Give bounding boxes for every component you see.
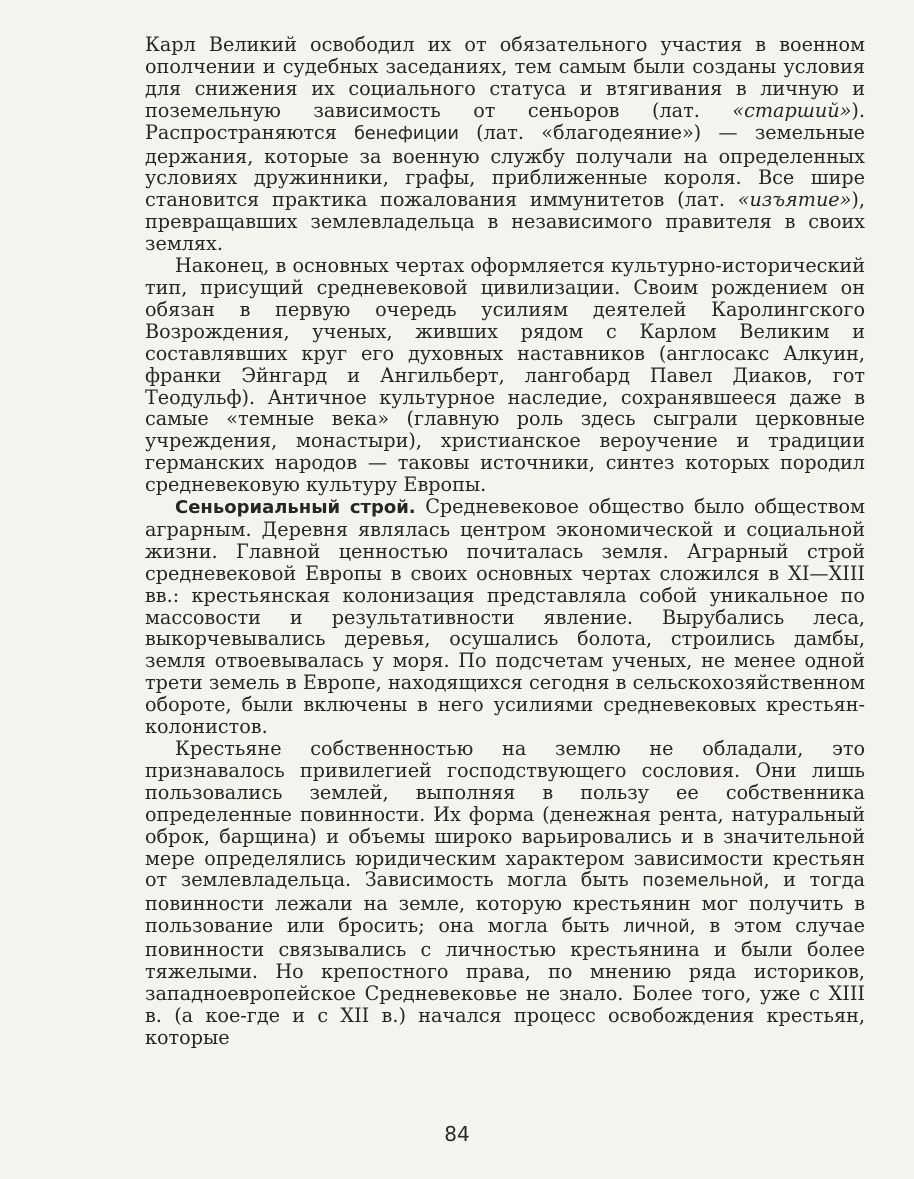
term-land-dependence: поземельной [642,871,764,892]
paragraph-1-text-d: ), превращавших землевладельца в независимого правителя в своих землях. [145,188,865,256]
paragraph-4-text-c: , в этом случае повинности связывались с личностью крестьянина и были более тяжелыми. Но крепостного права, по мнению ряда историков, западноевропейское Средневековье не знало. Более того, уже с XIII в. (а кое-где и с XII в.) начался процесс освобождения крестьян, которые [145,914,865,1049]
paragraph-1-text-b: ). Распространяются [145,98,865,144]
term-exemption-translation: «изъятие» [737,188,852,212]
term-beneficii: бенефиции [354,123,459,144]
page-number: 84 [444,1122,470,1146]
paragraph-4-text-a: Крестьяне собственностью на землю не обладали, это признавалось привилегией господствующего сословия. Они лишь пользовались землей, выполняя в пользу ее собственника определенные повинности. Их форма (денежная рента, натуральный оброк, барщина) и объемы широко варьировались и в значительной мере определялись юридическим характером зависимости крестьян от землевладельца. Зависимость могла быть [145,737,865,892]
paragraph-1-text-a: Карл Великий освободил их от обязательного участия в военном ополчении и судебных заседаниях, тем самым были созданы условия для снижения их социального статуса и втягивания в личную и поземельную зависимость от сеньоров (лат. [145,33,865,122]
paragraph-2: Наконец, в основных чертах оформляется культурно-исторический тип, присущий средневековой цивилизации. Своим рождением он обязан в первую очередь усилиям деятелей Каролингского Возрождения, ученых, живших рядом с Карлом Великим и составлявших круг его духовных наставников (англосакс Алкуин, франки Эйнгард и Ангильберт, лангобард Павел Диаков, гот Теодульф). Античное культурное наследие, сохранявшееся даже в самые «темные века» (главную роль здесь сыграли церковные учреждения, монастыри), христианское вероучение и традиции германских народов — таковы источники, синтез которых породил средневековую культуру Европы. [145,254,865,497]
page-body [145,34,865,1049]
term-personal-dependence: личной [623,917,690,938]
paragraph-4-text-b: , и тогда повинности лежали на земле, которую крестьянин мог получить в пользование или бросить; она могла быть [145,868,865,938]
paragraph-4 [145,738,865,1049]
section-heading-seigneurial-system: Сеньориальный строй. [175,497,416,519]
paragraph-3-text: Средневековое общество было обществом аграрным. Деревня являлась центром экономической и социальной жизни. Главной ценностью почиталась земля. Аграрный строй средневековой Европы в своих основных чертах сложился в XI—XIII вв.: крестьянская колонизация представляла собой уникальное по массовости и результативности явление. Вырубались леса, выкорчевывались деревья, осушались болота, строились дамбы, земля отвоевывалась у моря. По подсчетам ученых, не менее одной трети земель в Европе, находящихся сегодня в сельскохозяйственном обороте, были включены в него усилиями средневековых крестьян-колонистов. [145,495,865,739]
paragraph-3 [145,496,865,738]
term-senior-translation: «старший» [732,98,852,122]
paragraph-1-text-c: (лат. «благодеяние») — земельные держания, которые за военную службу получали на определенных условиях дружинники, графы, приближенные короля. Все шире становится практика пожалования иммунитетов (лат. [145,120,865,212]
paragraph-1 [145,34,865,255]
